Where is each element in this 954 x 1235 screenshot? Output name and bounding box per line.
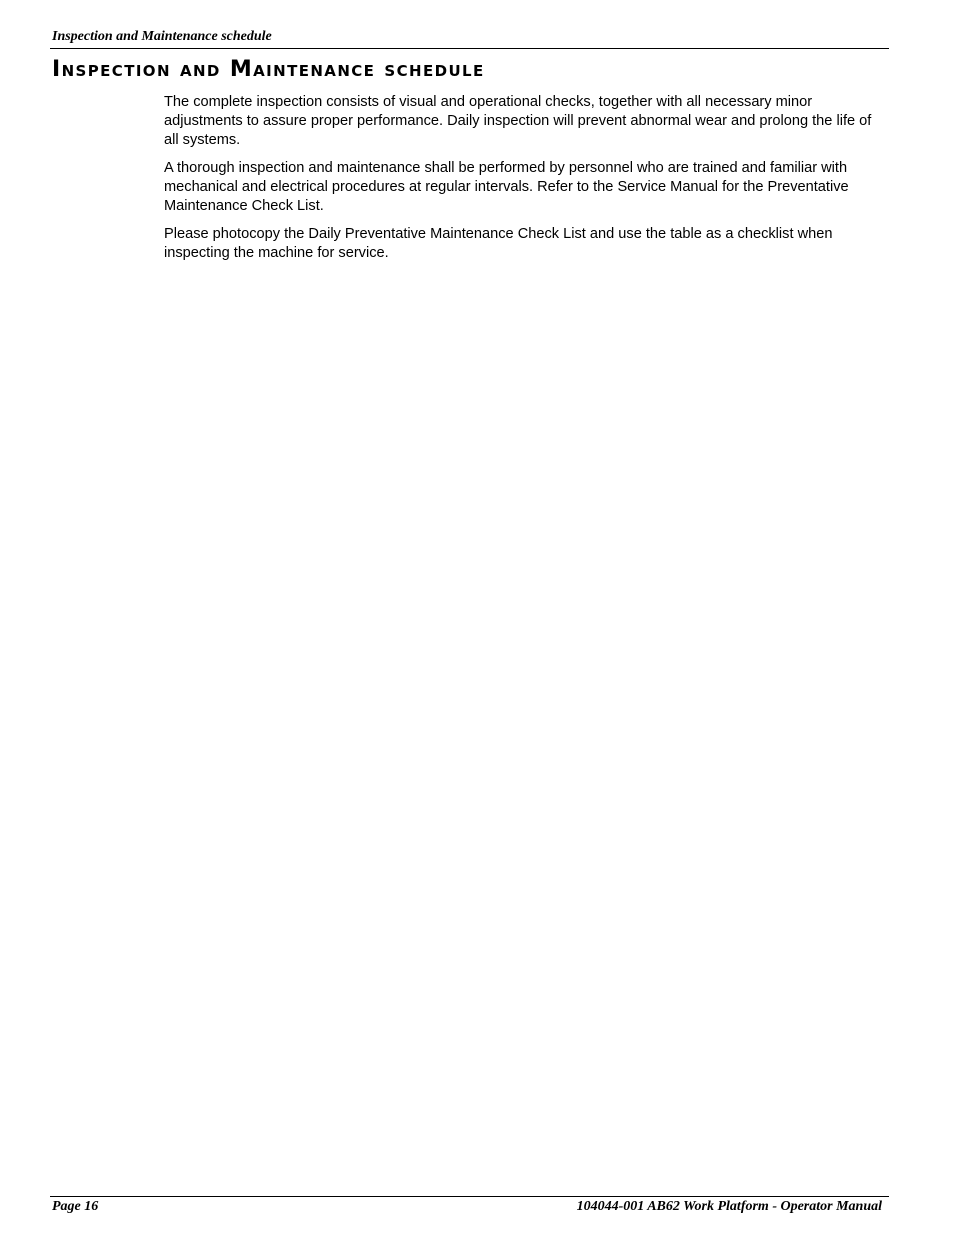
running-footer	[50, 1196, 889, 1219]
paragraph: A thorough inspection and maintenance shall be performed by personnel who are trained and familiar with mechanical and electrical procedures at regular intervals. Refer to the Service Manual for the Preventative Maintenance Check List.	[164, 160, 849, 214]
running-header-title: Inspection and Maintenance schedule	[52, 29, 272, 44]
section-body	[164, 93, 886, 272]
page-number: Page 16	[52, 1199, 99, 1214]
section-title: Inspection and Maintenance schedule	[52, 57, 485, 82]
paragraph: Please photocopy the Daily Preventative Maintenance Check List and use the table as a checklist when inspecting the machine for service.	[164, 226, 833, 261]
running-header	[50, 28, 889, 49]
paragraph: The complete inspection consists of visual and operational checks, together with all necessary minor adjustments to assure proper performance. Daily inspection will prevent abnormal wear and prolong the life of all systems.	[164, 94, 872, 148]
manual-title: 104044-001 AB62 Work Platform - Operator Manual	[576, 1199, 882, 1214]
